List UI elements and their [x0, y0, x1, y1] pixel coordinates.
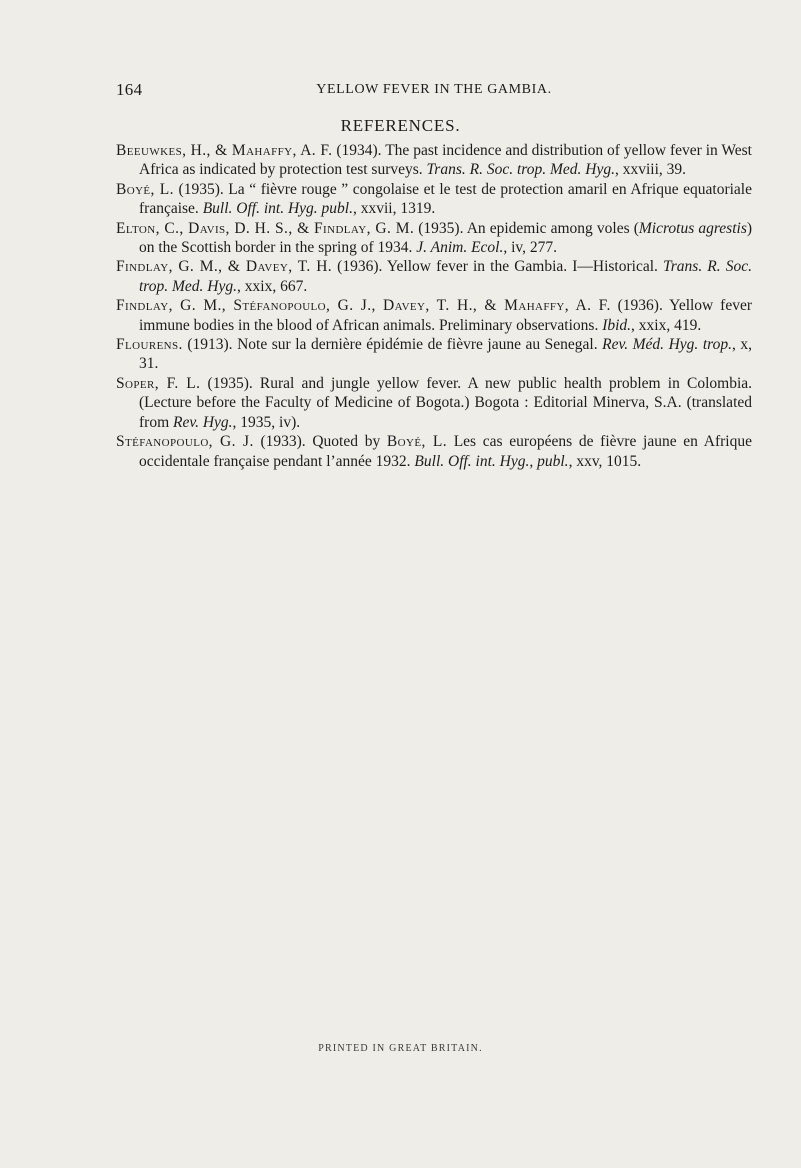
reference-journal: Bull. Off. int. Hyg., publ.	[414, 452, 569, 470]
reference-year: (1934).	[332, 142, 382, 159]
reference-title-cont: , 1935, iv).	[232, 413, 301, 431]
reference-author: Flourens.	[116, 336, 183, 354]
reference-list	[116, 141, 752, 471]
reference-author: Beeuwkes, H., & Mahaffy, A. F.	[116, 142, 333, 159]
reference-entry	[116, 374, 752, 432]
reference-author: Findlay, G. M., & Davey, T. H.	[116, 258, 333, 276]
reference-quoted-author: Boyé, L.	[386, 433, 447, 451]
reference-author: Boyé, L.	[116, 180, 174, 198]
reference-entry	[116, 335, 752, 374]
reference-title-cont: ) on the Scottish border in the spring of 1934.	[139, 219, 753, 257]
reference-year: (1936).	[610, 297, 663, 315]
reference-entry	[116, 296, 752, 335]
reference-author: Soper, F. L.	[116, 374, 201, 392]
reference-journal: Rev. Méd. Hyg. trop.	[602, 336, 732, 354]
reference-volume: , xxix, 419.	[631, 316, 702, 334]
reference-author: Elton, C., Davis, D. H. S., & Findlay, G. M.	[116, 219, 415, 237]
reference-volume: , iv, 277.	[503, 239, 558, 257]
reference-journal: Trans. R. Soc. trop. Med. Hyg.	[139, 258, 752, 295]
reference-title: Yellow fever immune bodies in the blood of African animals. Preliminary observations.	[139, 297, 752, 334]
reference-species: Microtus agrestis	[638, 219, 747, 237]
reference-entry	[116, 180, 752, 219]
reference-volume: , xxviii, 39.	[614, 161, 687, 179]
reference-entry	[116, 257, 752, 296]
reference-title: Note sur la dernière épidémie de fièvre jaune au Senegal.	[232, 336, 603, 354]
reference-title: The past incidence and distribution of yellow fever in West Africa as indicated by protection test surveys.	[139, 142, 752, 179]
reference-author: Stéfanopoulo, G. J.	[116, 433, 254, 451]
section-title: REFERENCES.	[340, 116, 461, 135]
reference-title: Quoted by	[305, 433, 387, 451]
reference-author: Findlay, G. M., Stéfanopoulo, G. J., Davey, T. H., & Mahaffy, A. F.	[116, 297, 611, 315]
reference-volume: , x, 31.	[139, 336, 752, 373]
reference-volume: , xxix, 667.	[237, 277, 308, 295]
reference-journal: Ibid.	[602, 316, 632, 334]
reference-journal: J. Anim. Ecol.	[416, 239, 504, 257]
printer-imprint: PRINTED IN GREAT BRITAIN.	[318, 1043, 483, 1054]
reference-journal: Rev. Hyg.	[173, 413, 233, 431]
reference-year: (1913).	[182, 336, 233, 354]
reference-entry	[116, 141, 752, 180]
reference-journal: Bull. Off. int. Hyg. publ.	[202, 200, 353, 218]
reference-volume: , xxvii, 1319.	[352, 200, 436, 218]
reference-title: An epidemic among voles (	[463, 219, 639, 237]
reference-volume: , xxv, 1015.	[568, 452, 642, 470]
reference-entry	[116, 219, 752, 258]
reference-year: (1933).	[253, 433, 306, 451]
reference-year: (1935).	[200, 374, 253, 392]
reference-year: (1935).	[173, 180, 224, 198]
reference-title: Yellow fever in the Gambia. I—Historical.	[382, 258, 663, 276]
reference-entry	[116, 432, 752, 471]
page-number: 164	[116, 80, 143, 99]
reference-year: (1935).	[414, 219, 464, 237]
reference-title: Rural and jungle yellow fever. A new public health problem in Colombia. (Lecture before the Faculty of Medicine of Bogota.) Bogota : Editorial Minerva, S.A. (translated from	[139, 374, 752, 431]
reference-year: (1936).	[332, 258, 383, 276]
reference-title: La “ fièvre rouge ” congolaise et le test de protection amaril en Afrique equatoriale française.	[139, 180, 752, 218]
running-title: YELLOW FEVER IN THE GAMBIA.	[316, 82, 552, 97]
reference-title-cont: Les cas européens de fièvre jaune en Afrique occidentale française pendant l’année 1932.	[139, 433, 752, 470]
reference-journal: Trans. R. Soc. trop. Med. Hyg.	[426, 161, 615, 179]
